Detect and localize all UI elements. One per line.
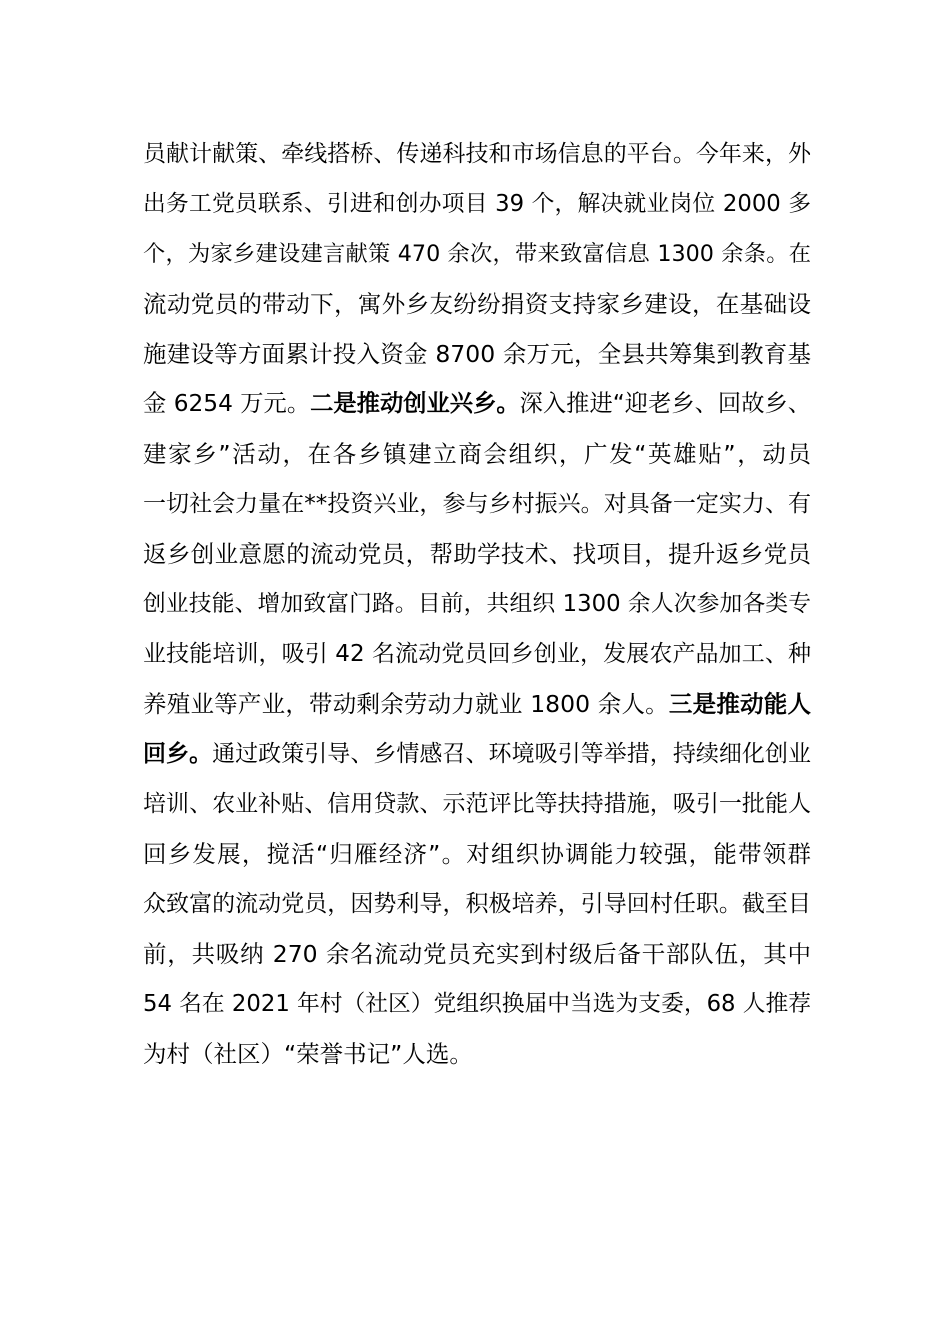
text-segment: 为村（社区）“荣誉书记”人选。: [143, 1040, 473, 1068]
text-line: [143, 729, 811, 779]
text-segment: 流动党员的带动下，寓外乡友纷纷捐资支持家乡建设，在基础设: [143, 290, 811, 318]
text-segment: 返乡创业意愿的流动党员，帮助学技术、找项目，提升返乡党员: [143, 540, 811, 568]
text-line: [143, 779, 811, 829]
text-segment: 金 6254 万元。: [143, 390, 311, 417]
text-segment: 养殖业等产业，带动剩余劳动力就业 1800 余人。: [143, 690, 669, 718]
text-segment: 众致富的流动党员，因势利导，积极培养，引导回村任职。截至目: [143, 891, 811, 917]
bold-heading-text: 回乡。: [143, 741, 213, 767]
text-line: [143, 679, 811, 729]
text-segment: 创业技能、增加致富门路。目前，共组织 1300 余人次参加各类专: [143, 591, 811, 617]
text-segment: 深入推进“迎老乡、回故乡、: [519, 390, 811, 417]
text-line: [143, 929, 811, 979]
text-segment: 建家乡”活动，在各乡镇建立商会组织，广发“英雄贴”，动员: [143, 440, 811, 468]
text-segment: 出务工党员联系、引进和创办项目 39 个，解决就业岗位 2000 多: [143, 191, 811, 217]
text-segment: 个，为家乡建设建言献策 470 余次，带来致富信息 1300 余条。在: [143, 241, 811, 267]
text-line: [143, 329, 811, 379]
body-paragraph: [143, 129, 811, 1079]
text-line: [143, 1029, 811, 1079]
text-segment: 54 名在 2021 年村（社区）党组织换届中当选为支委，68 人推荐: [143, 991, 811, 1017]
text-line: [143, 529, 811, 579]
bold-heading-text: 二是推动创业兴乡。: [310, 390, 520, 417]
text-line: [143, 829, 811, 879]
text-line: [143, 979, 811, 1029]
text-segment: 员献计献策、牵线搭桥、传递科技和市场信息的平台。今年来，外: [143, 141, 811, 167]
text-line: [143, 279, 811, 329]
text-line: [143, 179, 811, 229]
text-segment: 施建设等方面累计投入资金 8700 余万元，全县共筹集到教育基: [143, 340, 811, 368]
text-line: [143, 429, 811, 479]
text-segment: 前，共吸纳 270 余名流动党员充实到村级后备干部队伍，其中: [143, 940, 811, 968]
text-segment: 一切社会力量在**投资兴业，参与乡村振兴。对具备一定实力、有: [143, 491, 811, 517]
text-segment: 业技能培训，吸引 42 名流动党员回乡创业，发展农产品加工、种: [143, 641, 811, 667]
text-line: [143, 129, 811, 179]
text-line: [143, 379, 811, 429]
text-line: [143, 579, 811, 629]
text-line: [143, 479, 811, 529]
text-line: [143, 629, 811, 679]
text-segment: 培训、农业补贴、信用贷款、示范评比等扶持措施，吸引一批能人: [143, 791, 811, 817]
text-line: [143, 879, 811, 929]
bold-heading-text: 三是推动能人: [668, 690, 811, 718]
text-line: [143, 229, 811, 279]
text-segment: 通过政策引导、乡情感召、环境吸引等举措，持续细化创业: [212, 741, 811, 767]
text-segment: 回乡发展，搅活“归雁经济”。对组织协调能力较强，能带领群: [143, 840, 811, 868]
